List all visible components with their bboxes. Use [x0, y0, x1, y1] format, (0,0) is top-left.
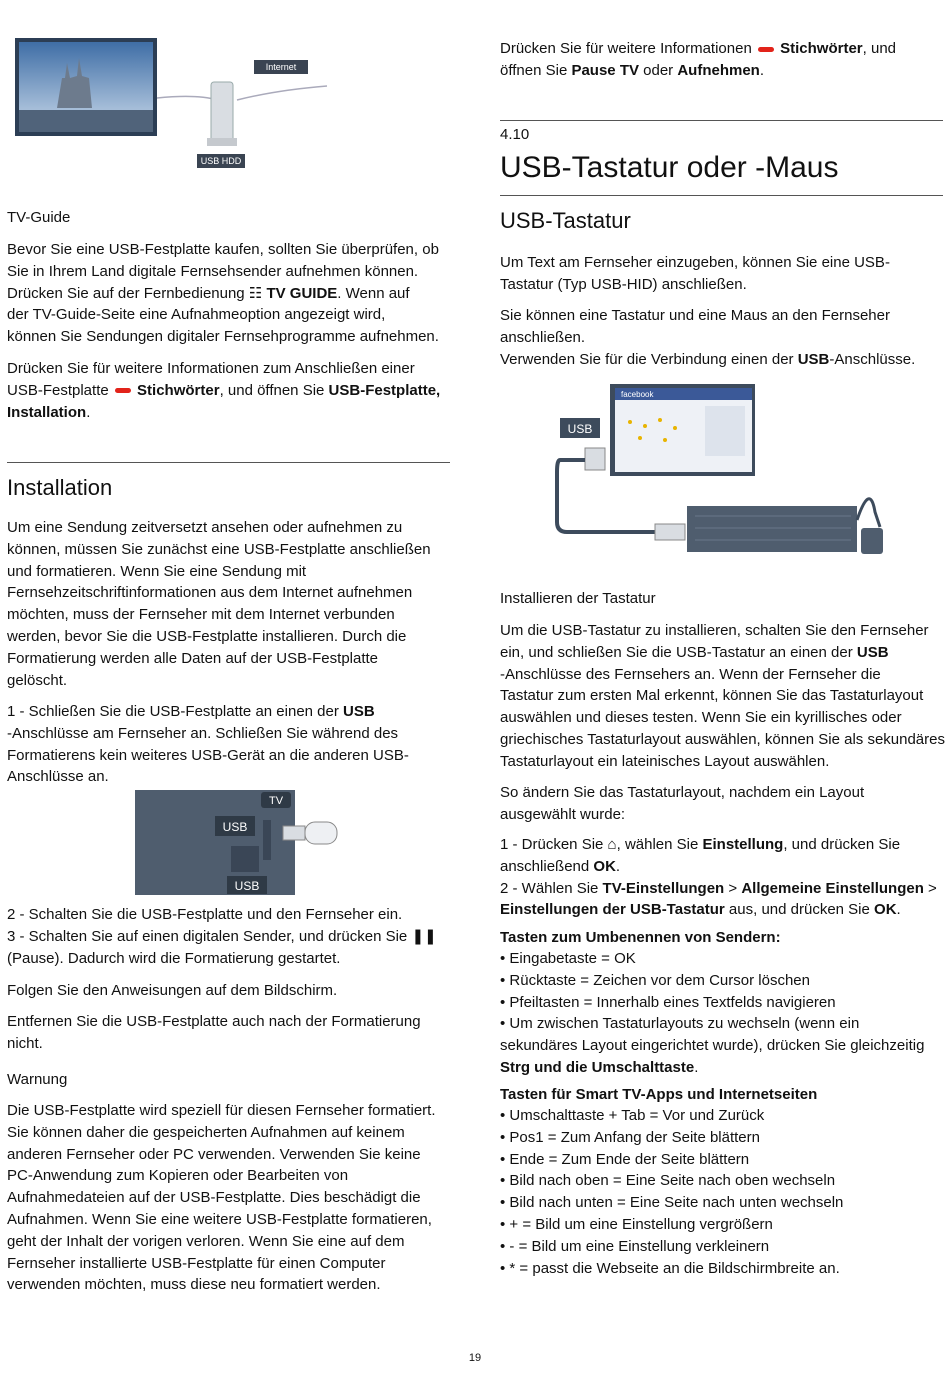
usb-keyboard-heading: USB-Tastatur	[500, 208, 631, 233]
keyboard-paragraph-2: Sie können eine Tastatur und eine Maus an den Fernseher anschließen. Verwenden Sie für die Verbindung einen der USB-Anschlüsse.	[500, 307, 916, 368]
installation-paragraph-1: Um eine Sendung zeitversetzt ansehen oder aufnehmen zu können, müssen Sie zunächst eine USB-Festplatte anschließen und formatieren. Wenn Sie eine Sendung mit Fernsehzeitschriftinformationen aus dem Internet aufnehmen möchten, muss der Fernseher mit dem Internet verbunden werden, bevor Sie die USB-Festplatte installieren. Durch die Formatierung werden alle Daten auf der USB-Festplatte gelöscht.	[7, 519, 431, 689]
pause-icon: ❚❚	[411, 927, 437, 945]
list-item: Strg und die Umschalttaste.	[500, 1058, 699, 1076]
list-item: • Ende = Zum Ende der Seite blättern	[500, 1150, 750, 1168]
red-key-icon	[115, 388, 131, 393]
keyboard	[687, 506, 857, 552]
installation-steps-2-3: 2 - Schalten Sie die USB-Festplatte und den Fernseher ein. 3 - Schalten Sie auf einen digitalen Sender, und drücken Sie ❚❚ (Pause). Dadurch wird die Formatierung gestartet.	[7, 906, 437, 967]
top-paragraph: Drücken Sie für weitere Informationen Stichwörter, und öffnen Sie Pause TV oder Aufnehmen.	[500, 40, 897, 79]
list-item: • Um zwischen Tastaturlayouts zu wechseln (wenn ein	[500, 1015, 860, 1033]
tv-guide-icon: ☷	[248, 284, 267, 302]
list-item: • * = passt die Webseite an die Bildschirmbreite an.	[500, 1259, 840, 1277]
warning-heading: Warnung	[7, 1071, 68, 1088]
installation-paragraph-4: Folgen Sie den Anweisungen auf dem Bildschirm.	[7, 982, 338, 999]
usb-hdd-label: USB HDD	[200, 156, 242, 166]
page-number: 19	[468, 1352, 482, 1364]
install-paragraph-2: So ändern Sie das Tastaturlayout, nachdem ein Layout ausgewählt wurde:	[500, 784, 865, 823]
smart-keys-list	[500, 1105, 843, 1279]
home-icon: ⌂	[607, 836, 617, 853]
section-bottom-rule	[500, 195, 943, 196]
usb-hdd-device	[211, 82, 233, 144]
rename-keys-heading: Tasten zum Umbenennen von Sendern:	[500, 929, 781, 946]
section-number: 4.10	[500, 126, 530, 143]
installation-heading: Installation	[7, 475, 113, 500]
usb-stick	[305, 822, 337, 844]
list-item: • Bild nach oben = Eine Seite nach oben wechseln	[500, 1172, 836, 1190]
list-item: • Pfeiltasten = Innerhalb eines Textfelds navigieren	[500, 993, 836, 1011]
usb-hdd-tv-illustration	[7, 38, 337, 178]
installation-paragraph-5: Entfernen Sie die USB-Festplatte auch nach der Formatierung nicht.	[7, 1013, 421, 1052]
usb-plug	[283, 826, 305, 840]
list-item: • - = Bild um eine Einstellung verkleinern	[500, 1237, 770, 1255]
tvguide-paragraph-2: Drücken Sie für weitere Informationen zum Anschließen einer USB-Festplatte Stichwörter, und öffnen Sie USB-Festplatte, Installation.	[7, 360, 441, 421]
list-item: • + = Bild um eine Einstellung vergrößern	[500, 1215, 773, 1233]
installation-step-1: 1 - Schließen Sie die USB-Festplatte an einen der USB -Anschlüsse am Fernseher an. Schließen Sie während des Formatierens kein weiteres USB-Gerät an die anderen USB- Anschlüsse an.	[7, 703, 409, 786]
tv-usb-port-illustration	[135, 790, 345, 900]
usb-keyboard-illustration	[555, 382, 895, 560]
list-item: • Umschalttaste + Tab = Vor und Zurück	[500, 1107, 765, 1124]
list-item: • Pos1 = Zum Anfang der Seite blättern	[500, 1128, 760, 1146]
usb-label: USB	[567, 422, 593, 436]
install-keyboard-heading: Installieren der Tastatur	[500, 590, 656, 607]
section-divider	[7, 462, 450, 463]
list-item: • Bild nach unten = Eine Seite nach unten wechseln	[500, 1194, 844, 1212]
warning-paragraph: Die USB-Festplatte wird speziell für diesen Fernseher formatiert. Sie können daher die gespeicherten Aufnahmen auf keinem anderen Fernseher oder PC verwenden. Verwenden Sie keine PC-Anwendung zum Kopieren oder Bearbeiten von Aufnahmedateien auf der USB-Festplatte. Dies beschädigt die Aufnahmen. Wenn Sie eine weitere USB-Festplatte formatieren, geht der Inhalt der vorigen verloren. Wenn Sie eine auf dem Fernseher installierte USB-Festplatte für einen Computer verwenden möchten, muss diese neu formatiert werden.	[7, 1102, 436, 1294]
install-steps: 1 - Drücken Sie ⌂, wählen Sie Einstellung, und drücken Sie anschließend OK. 2 - Wählen Sie TV-Einstellungen > Allgemeine Einstellungen > Einstellungen der USB-Tastatur aus, und drücken Sie OK.	[500, 836, 937, 919]
keyboard-paragraph-1: Um Text am Fernseher einzugeben, können Sie eine USB- Tastatur (Typ USB-HID) anschließen.	[500, 254, 890, 293]
tvguide-paragraph-1: Bevor Sie eine USB-Festplatte kaufen, sollten Sie überprüfen, ob Sie in Ihrem Land digitale Fernsehsender aufnehmen können. Drücken Sie auf der Fernbedienung ☷ TV GUIDE. Wenn auf der TV-Guide-Seite eine Aufnahmeoption angezeigt wird, können Sie Sendungen digitaler Fernsehprogramme aufnehmen.	[7, 241, 439, 346]
smart-keys-heading: Tasten für Smart TV-Apps und Internetseiten	[500, 1086, 818, 1103]
list-item: sekundäres Layout eingerichtet wurde), drücken Sie gleichzeitig	[500, 1037, 925, 1055]
list-item: • Eingabetaste = OK	[500, 950, 636, 967]
tvguide-heading: TV-Guide	[7, 209, 71, 226]
section-title: USB-Tastatur oder -Maus	[500, 151, 839, 184]
section-top-rule	[500, 120, 943, 121]
usb-label-top: USB	[222, 820, 248, 834]
red-key-icon	[758, 47, 774, 52]
list-item: • Rücktaste = Zeichen vor dem Cursor löschen	[500, 971, 810, 989]
tv-label: TV	[268, 795, 284, 807]
internet-label: Internet	[265, 62, 297, 72]
facebook-title: facebook	[621, 390, 654, 399]
usb-label-bottom: USB	[234, 879, 260, 893]
rename-keys-list	[500, 948, 924, 1079]
install-paragraph-1: Um die USB-Tastatur zu installieren, schalten Sie den Fernseher ein, und schließen Sie die USB-Tastatur an einen der USB -Anschlüsse des Fernsehers an. Wenn der Fernseher die Tastatur zum ersten Mal erkennt, können Sie das Tastaturlayout auswählen und dieses testen. Wenn Sie ein kyrillisches oder griechisches Tastaturlayout auswählen, können Sie als sekundäres Tastaturlayout ein lateinisches Layout auswählen.	[500, 622, 945, 770]
mouse	[861, 528, 883, 554]
